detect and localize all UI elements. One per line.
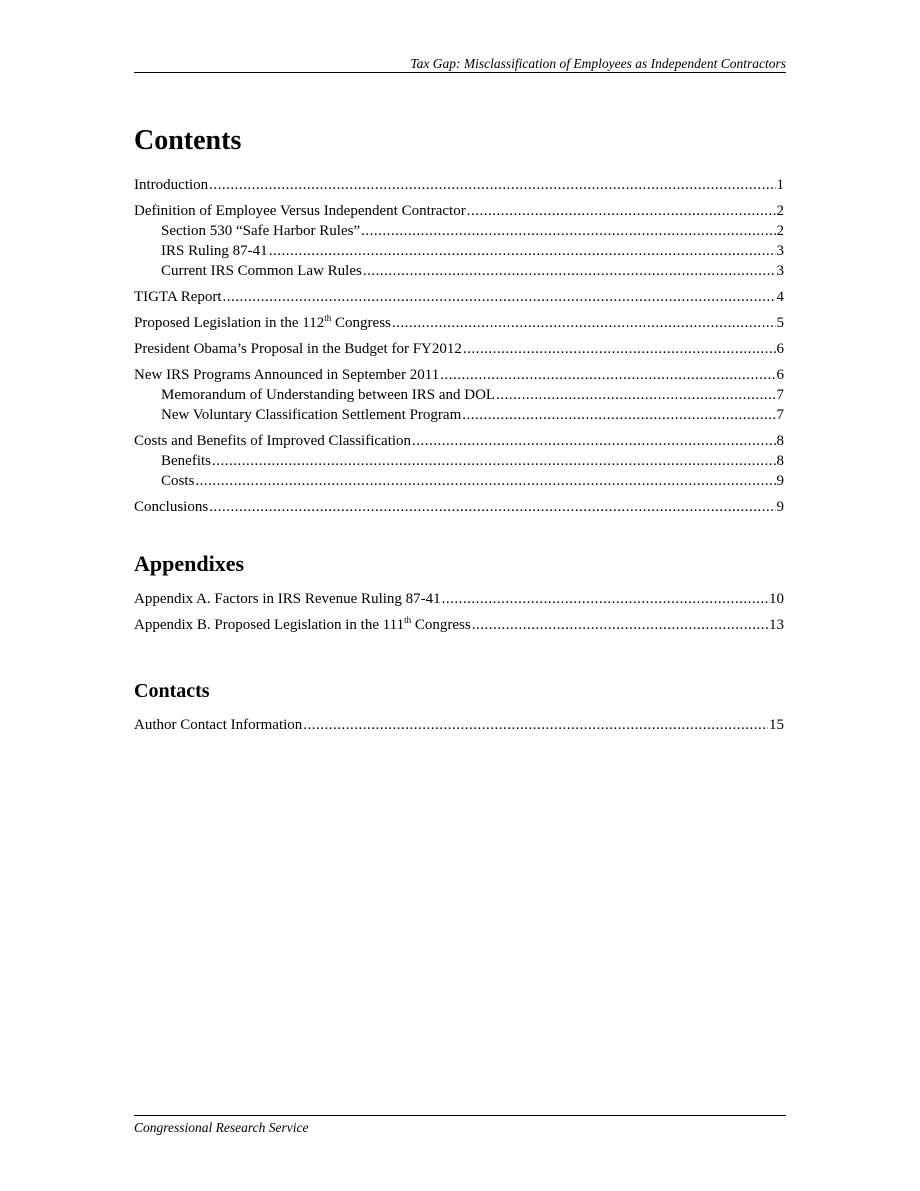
running-footer: Congressional Research Service (134, 1120, 309, 1135)
toc-entry-title: Benefits (161, 453, 211, 469)
toc-entry-page: 6 (776, 341, 784, 357)
dot-leader (463, 340, 776, 359)
toc-entry-page: 2 (776, 203, 784, 219)
toc-entry-conclusions[interactable] (134, 498, 784, 517)
toc-entry-page: 10 (769, 591, 784, 607)
contacts-heading: Contacts (134, 680, 210, 702)
dot-leader (223, 288, 776, 307)
toc-entry-title: Proposed Legislation in the 112th Congress (134, 313, 391, 331)
toc-entry-title: President Obama’s Proposal in the Budget for FY2012 (134, 341, 462, 357)
toc-entry-page: 7 (776, 407, 784, 423)
toc-entry-title: TIGTA Report (134, 289, 222, 305)
toc-entry-proposed-legislation-112[interactable] (134, 314, 784, 333)
running-header: Tax Gap: Misclassification of Employees as Independent Contractors (410, 56, 786, 71)
toc-entry-settlement-program[interactable] (134, 406, 784, 425)
toc-entry-title: New Voluntary Classification Settlement Program (161, 407, 462, 423)
toc-entry-page: 6 (776, 367, 784, 383)
toc-entry-title: IRS Ruling 87-41 (161, 243, 268, 259)
dot-leader (392, 314, 776, 333)
contacts-list (134, 716, 784, 735)
toc-entry-appendix-b[interactable] (134, 616, 784, 635)
toc-entry-title: Definition of Employee Versus Independent Contractor (134, 203, 466, 219)
dot-leader (212, 452, 776, 471)
toc-entry-section-530[interactable] (134, 222, 784, 241)
toc-entry-author-contact[interactable] (134, 716, 784, 735)
dot-leader (363, 262, 776, 281)
dot-leader (412, 432, 775, 451)
dot-leader (440, 366, 775, 385)
toc-entry-memorandum[interactable] (134, 386, 784, 405)
dot-leader (195, 472, 775, 491)
toc-entry-title: Author Contact Information (134, 717, 303, 733)
toc-entry-page: 3 (776, 243, 784, 259)
toc-entry-title: Costs and Benefits of Improved Classification (134, 433, 412, 449)
dot-leader (209, 176, 775, 195)
toc-entry-page: 8 (776, 453, 784, 469)
toc-entry-page: 2 (776, 223, 784, 239)
toc-entry-page: 9 (776, 473, 784, 489)
toc-entry-page: 3 (776, 263, 784, 279)
dot-leader (303, 716, 768, 735)
toc-entry-page: 7 (776, 387, 784, 403)
toc-entry-common-law-rules[interactable] (134, 262, 784, 281)
toc-entry-introduction[interactable] (134, 176, 784, 195)
toc-entry-tigta-report[interactable] (134, 288, 784, 307)
toc-entry-title: Memorandum of Understanding between IRS and DOL (161, 387, 496, 403)
toc-entry-title: New IRS Programs Announced in September 2011 (134, 367, 440, 383)
toc-entry-page: 9 (776, 499, 784, 515)
toc-entry-title: Appendix A. Factors in IRS Revenue Ruling 87-41 (134, 591, 441, 607)
dot-leader (462, 406, 775, 425)
toc-entry-irs-ruling[interactable] (134, 242, 784, 261)
toc-entry-page: 5 (776, 315, 784, 331)
toc-entry-costs[interactable] (134, 472, 784, 491)
toc-entry-costs-and-benefits[interactable] (134, 432, 784, 451)
contents-list (134, 176, 784, 517)
toc-entry-page: 8 (776, 433, 784, 449)
dot-leader (361, 222, 775, 241)
toc-entry-appendix-a[interactable] (134, 590, 784, 609)
toc-entry-page: 15 (769, 717, 784, 733)
toc-entry-title: Current IRS Common Law Rules (161, 263, 362, 279)
dot-leader (442, 590, 768, 609)
toc-entry-title: Appendix B. Proposed Legislation in the 111th Congress (134, 615, 471, 633)
toc-entry-page: 13 (769, 617, 784, 633)
dot-leader (269, 242, 776, 261)
toc-entry-page: 1 (776, 177, 784, 193)
toc-entry-title: Section 530 “Safe Harbor Rules” (161, 223, 361, 239)
toc-entry-obama-proposal[interactable] (134, 340, 784, 359)
dot-leader (472, 616, 768, 635)
header-rule (134, 72, 786, 73)
dot-leader (496, 386, 775, 405)
toc-entry-title: Costs (161, 473, 195, 489)
toc-entry-definition[interactable] (134, 202, 784, 221)
footer-rule (134, 1115, 786, 1116)
toc-entry-title: Introduction (134, 177, 209, 193)
toc-entry-page: 4 (776, 289, 784, 305)
appendixes-heading: Appendixes (134, 551, 245, 576)
dot-leader (467, 202, 776, 221)
dot-leader (209, 498, 775, 517)
contents-heading: Contents (134, 125, 242, 156)
toc-entry-new-irs-programs[interactable] (134, 366, 784, 385)
toc-entry-title: Conclusions (134, 499, 209, 515)
appendixes-list (134, 590, 784, 635)
toc-entry-benefits[interactable] (134, 452, 784, 471)
